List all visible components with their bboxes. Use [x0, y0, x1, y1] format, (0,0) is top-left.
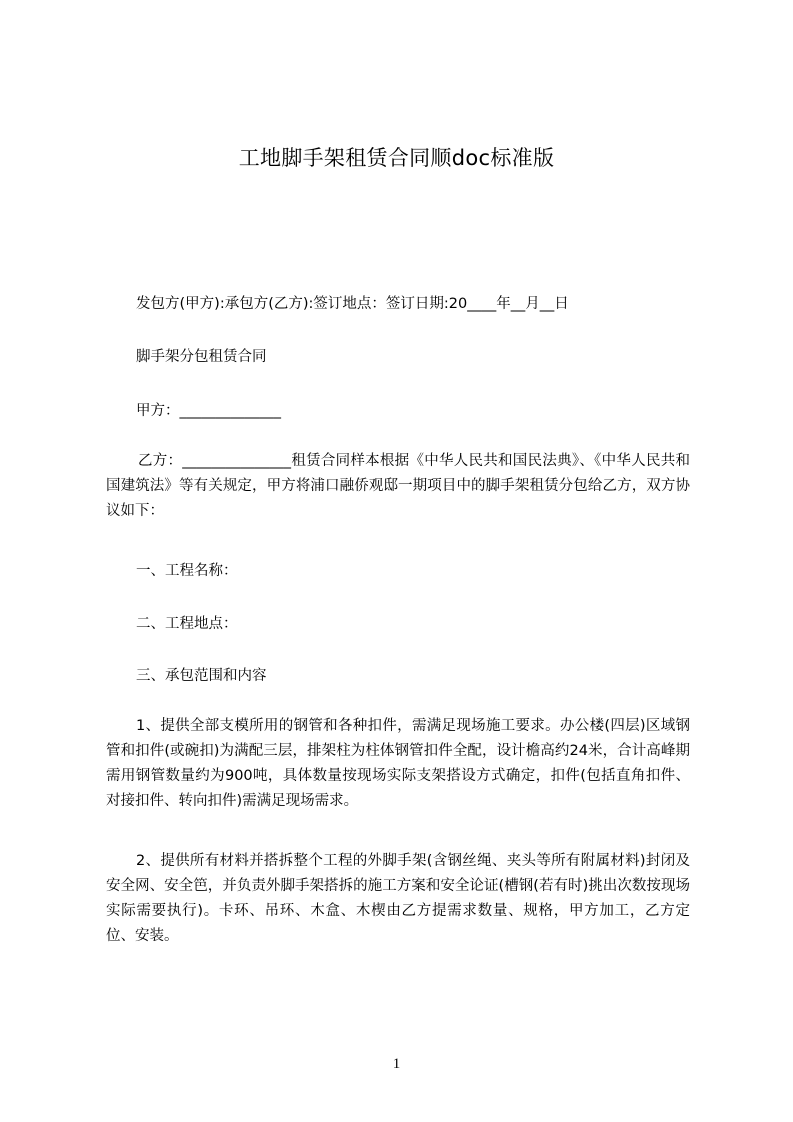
parties-line: 发包方(甲方):承包方(乙方):签订地点：签订日期:20____年__月__日: [136, 296, 569, 312]
party-b-paragraph: 乙方：_______________租赁合同样本根据《中华人民共和国民法典》、《中华人民共和国建筑法》等有关规定，甲方将浦口融侨观邸一期项目中的脚手架租赁分包给乙方，双方协议如下：: [106, 453, 690, 519]
document-title: 工地脚手架租赁合同顺doc标准版: [238, 146, 555, 170]
page-number: 1: [392, 1056, 401, 1072]
clause-2-paragraph: 2、提供所有材料并搭拆整个工程的外脚手架(含钢丝绳、夹头等所有附属材料)封闭及安全网、安全笆，并负责外脚手架搭拆的施工方案和安全论证(槽钢(若有时)挑出次数按现场实际需要执行)。卡环、吊环、木盒、木楔由乙方提需求数量、规格，甲方加工，乙方定位、安装。: [106, 853, 690, 944]
section-heading-3: 三、承包范围和内容: [136, 668, 267, 684]
section-heading-1: 一、工程名称：: [136, 563, 238, 579]
section-heading-2: 二、工程地点：: [136, 616, 238, 632]
party-a-line: 甲方：______________: [136, 403, 281, 419]
contract-name: 脚手架分包租赁合同: [136, 349, 267, 365]
clause-1-paragraph: 1、提供全部支模所用的钢管和各种扣件，需满足现场施工要求。办公楼(四层)区域钢管和扣件(或碗扣)为满配三层，排架柱为柱体钢管扣件全配，设计檐高约24米，合计高峰期需用钢管数量约为900吨，具体数量按现场实际支架搭设方式确定，扣件(包括直角扣件、对接扣件、转向扣件)需满足现场需求。: [106, 718, 690, 809]
